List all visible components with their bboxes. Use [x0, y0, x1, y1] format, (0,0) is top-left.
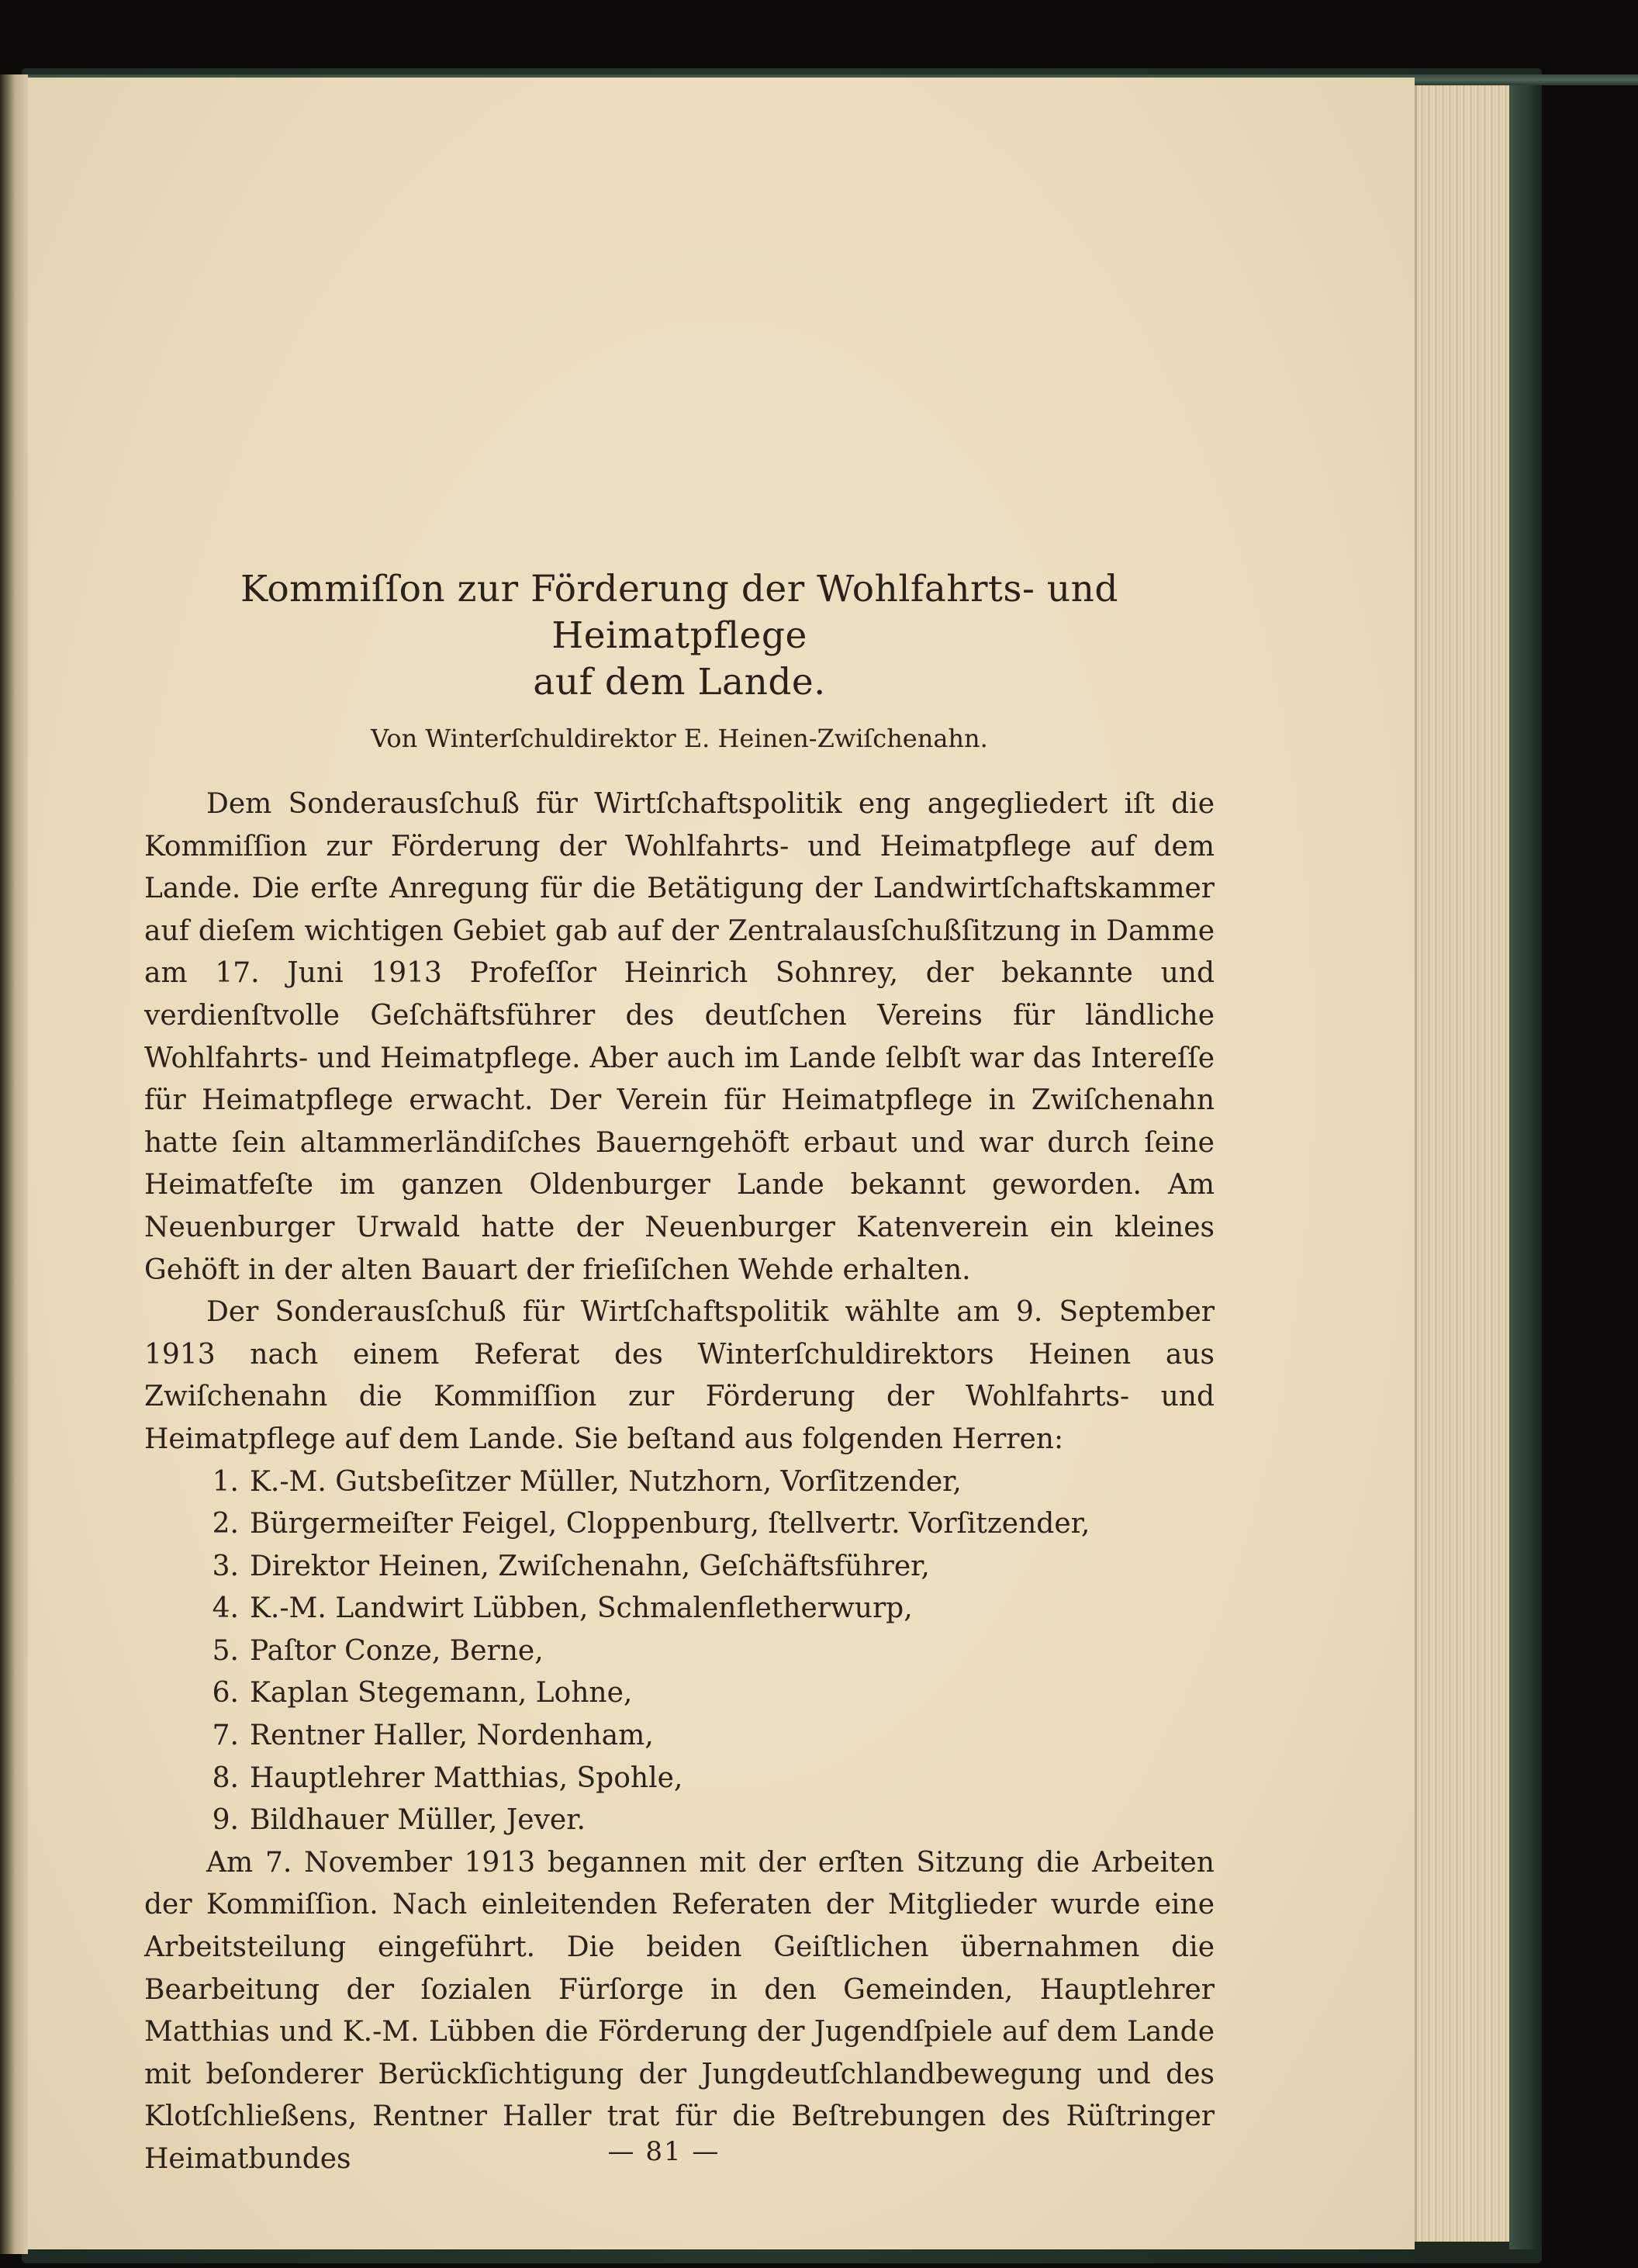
page-block-edges	[1415, 85, 1512, 2242]
list-item	[197, 1672, 1215, 1715]
article-title-line-1: Kommiſſon zur Förderung der Wohlfahrts- und Heimatpflege	[240, 568, 1118, 657]
book-page	[28, 78, 1415, 2249]
list-item-number: 1.	[212, 1465, 239, 1498]
list-item-number: 9.	[212, 1804, 239, 1837]
page-content	[144, 566, 1215, 2181]
list-item-text: Direktor Heinen, Zwiſchenahn, Geſchäftsführer,	[250, 1550, 930, 1582]
list-item	[197, 1800, 1215, 1842]
page-number: — 81 —	[607, 2136, 721, 2167]
list-item	[197, 1715, 1215, 1758]
author-byline: Von Winterſchuldirektor E. Heinen-Zwiſchenahn.	[371, 724, 988, 753]
member-list	[144, 1461, 1215, 1842]
list-item-number: 4.	[212, 1592, 239, 1625]
article-title	[144, 566, 1215, 706]
list-item	[197, 1546, 1215, 1589]
list-item-text: Kaplan Stegemann, Lohne,	[250, 1677, 633, 1710]
list-item	[197, 1588, 1215, 1630]
list-item	[197, 1630, 1215, 1673]
list-item-text: Paſtor Conze, Berne,	[250, 1634, 544, 1667]
list-item-number: 3.	[212, 1550, 239, 1582]
list-item-number: 5.	[212, 1634, 239, 1667]
list-item	[197, 1758, 1215, 1800]
list-item	[197, 1503, 1215, 1546]
previous-page-edge	[0, 74, 28, 2254]
list-item-text: Bürgermeiſter Feigel, Cloppenburg, ſtellvertr. Vorſitzender,	[250, 1508, 1090, 1540]
list-item-text: Hauptlehrer Matthias, Spohle,	[250, 1762, 683, 1794]
list-item-number: 8.	[212, 1762, 239, 1794]
list-item-text: Bildhauer Müller, Jever.	[250, 1804, 586, 1837]
list-item-text: Rentner Haller, Nordenham,	[250, 1720, 654, 1752]
list-item-number: 7.	[212, 1720, 239, 1752]
list-item-text: K.-M. Gutsbeſitzer Müller, Nutzhorn, Vorſitzender,	[250, 1465, 962, 1498]
paragraph-first-session: Am 7. November 1913 begannen mit der erſten Sitzung die Arbeiten der Kommiſſion. Nach einleitenden Referaten der Mitglieder wurde eine Arbeitsteilung eingeführt. Die beiden Geiſtlichen übernahmen die Bearbeitung der ſozialen Fürſorge in den Gemeinden, Hauptlehrer Matthias und K.-M. Lübben die Förderung der Jugendſpiele auf dem Lande mit beſonderer Berückſichtigung der Jungdeutſchlandbewegung und des Klotſchließens, Rentner Haller trat für die Beſtrebungen des Rüſtringer Heimatbundes	[144, 1846, 1215, 2175]
paragraph-intro: Dem Sonderausſchuß für Wirtſchaftspolitik eng angegliedert iſt die Kommiſſion zur Förderung der Wohlfahrts- und Heimatpflege auf dem Lande. Die erſte Anregung für die Betätigung der Landwirtſchaftskammer auf dieſem wichtigen Gebiet gab auf der Zentralausſchußſitzung in Damme am 17. Juni 1913 Profeſſor Heinrich Sohnrey, der bekannte und verdienſtvolle Geſchäftsführer des deutſchen Vereins für ländliche Wohlfahrts- und Heimatpflege. Aber auch im Lande ſelbſt war das Intereſſe für Heimatpflege erwacht. Der Verein für Heimatpflege in Zwiſchenahn hatte ſein altammerländiſches Bauerngehöft erbaut und war durch ſeine Heimatfeſte im ganzen Oldenburger Lande bekannt geworden. Am Neuenburger Urwald hatte der Neuenburger Katenverein ein kleines Gehöft in der alten Bauart der frieſiſchen Wehde erhalten.	[144, 788, 1215, 1286]
list-item-number: 6.	[212, 1677, 239, 1710]
list-item-text: K.-M. Landwirt Lübben, Schmalenfletherwurp,	[250, 1592, 913, 1625]
list-item	[197, 1461, 1215, 1504]
book-spine	[1509, 85, 1542, 2249]
paragraph-commission: Der Sonderausſchuß für Wirtſchaftspolitik wählte am 9. September 1913 nach einem Referat des Winterſchuldirektors Heinen aus Zwiſchenahn die Kommiſſion zur Förderung der Wohlfahrts- und Heimatpflege auf dem Lande. Sie beſtand aus folgenden Herren:	[144, 1296, 1215, 1455]
list-item-number: 2.	[212, 1508, 239, 1540]
article-title-line-2: auf dem Lande.	[533, 661, 826, 704]
